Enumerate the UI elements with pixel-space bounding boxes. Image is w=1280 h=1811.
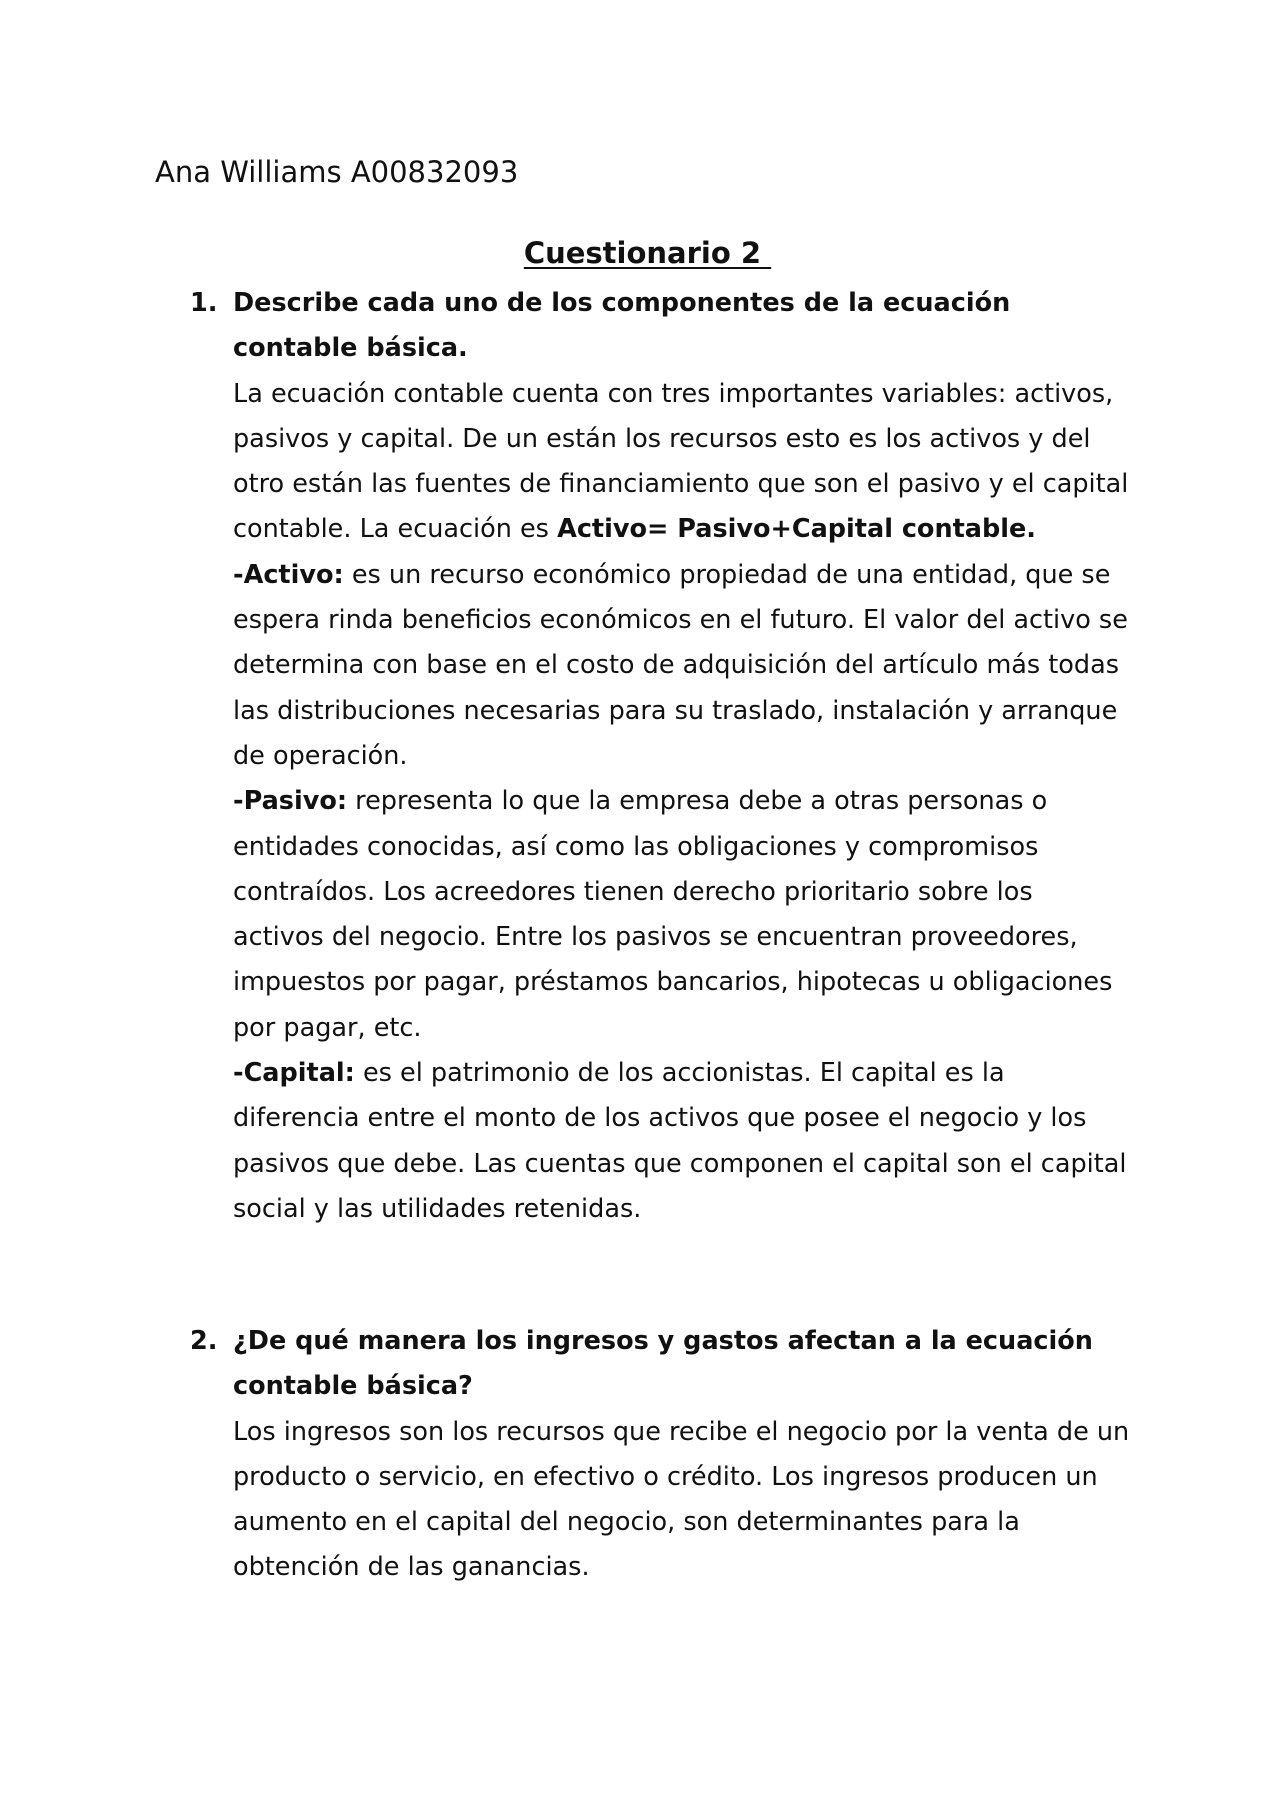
document-title-text: Cuestionario 2 (523, 236, 772, 270)
term-pasivo-label: -Pasivo: (233, 786, 348, 817)
term-capital-label: -Capital: (233, 1058, 355, 1089)
question-2-number: 2. (190, 1326, 218, 1356)
question-1-intro-text: La ecuación contable cuenta con tres importantes variables: activos, pasivos y capital. De un están los recursos esto es los activos y del otro están las fuentes de financiamiento que son el pasivo y el capital contable. La ecuación es (233, 378, 1129, 545)
question-1 (190, 281, 1130, 1232)
question-2-heading: ¿De qué manera los ingresos y gastos afectan a la ecuación contable básica? (233, 1326, 1093, 1402)
question-2-body (233, 1319, 1130, 1591)
term-activo-paragraph (233, 553, 1130, 779)
term-activo-text: es un recurso económico propiedad de una entidad, que se espera rinda beneficios económicos en el futuro. El valor del activo se determina con base en el costo de adquisición del artículo más todas las distribuciones necesarias para su traslado, instalación y arranque de operación. (233, 559, 1128, 771)
accounting-equation: Activo= Pasivo+Capital contable. (557, 514, 1036, 545)
term-capital-paragraph (233, 1051, 1130, 1232)
question-1-heading: Describe cada uno de los componentes de la ecuación contable básica. (233, 288, 1011, 364)
term-pasivo-paragraph (233, 779, 1130, 1051)
term-capital-text: es el patrimonio de los accionistas. El capital es la diferencia entre el monto de los activos que posee el negocio y los pasivos que debe. Las cuentas que componen el capital son el capital social y las utilidades retenidas. (233, 1058, 1127, 1224)
author-line: Ana Williams A00832093 (155, 155, 519, 189)
question-2-answer: Los ingresos son los recursos que recibe el negocio por la venta de un producto o servicio, en efectivo o crédito. Los ingresos producen un aumento en el capital del negocio, son determinantes para la obtención de las ganancias. (233, 1416, 1130, 1583)
term-activo-label: -Activo: (233, 559, 344, 590)
question-1-body (233, 281, 1130, 1232)
document-title (0, 231, 1280, 275)
question-2 (190, 1319, 1130, 1591)
term-pasivo-text: representa lo que la empresa debe a otras personas o entidades conocidas, así como las obligaciones y compromisos contraídos. Los acreedores tienen derecho prioritario sobre los activos del negocio. Entre los pasivos se encuentran proveedores, impuestos por pagar, préstamos bancarios, hipotecas u obligaciones por pagar, etc. (233, 786, 1113, 1043)
question-1-intro-paragraph (233, 372, 1130, 553)
question-1-number: 1. (190, 288, 218, 318)
